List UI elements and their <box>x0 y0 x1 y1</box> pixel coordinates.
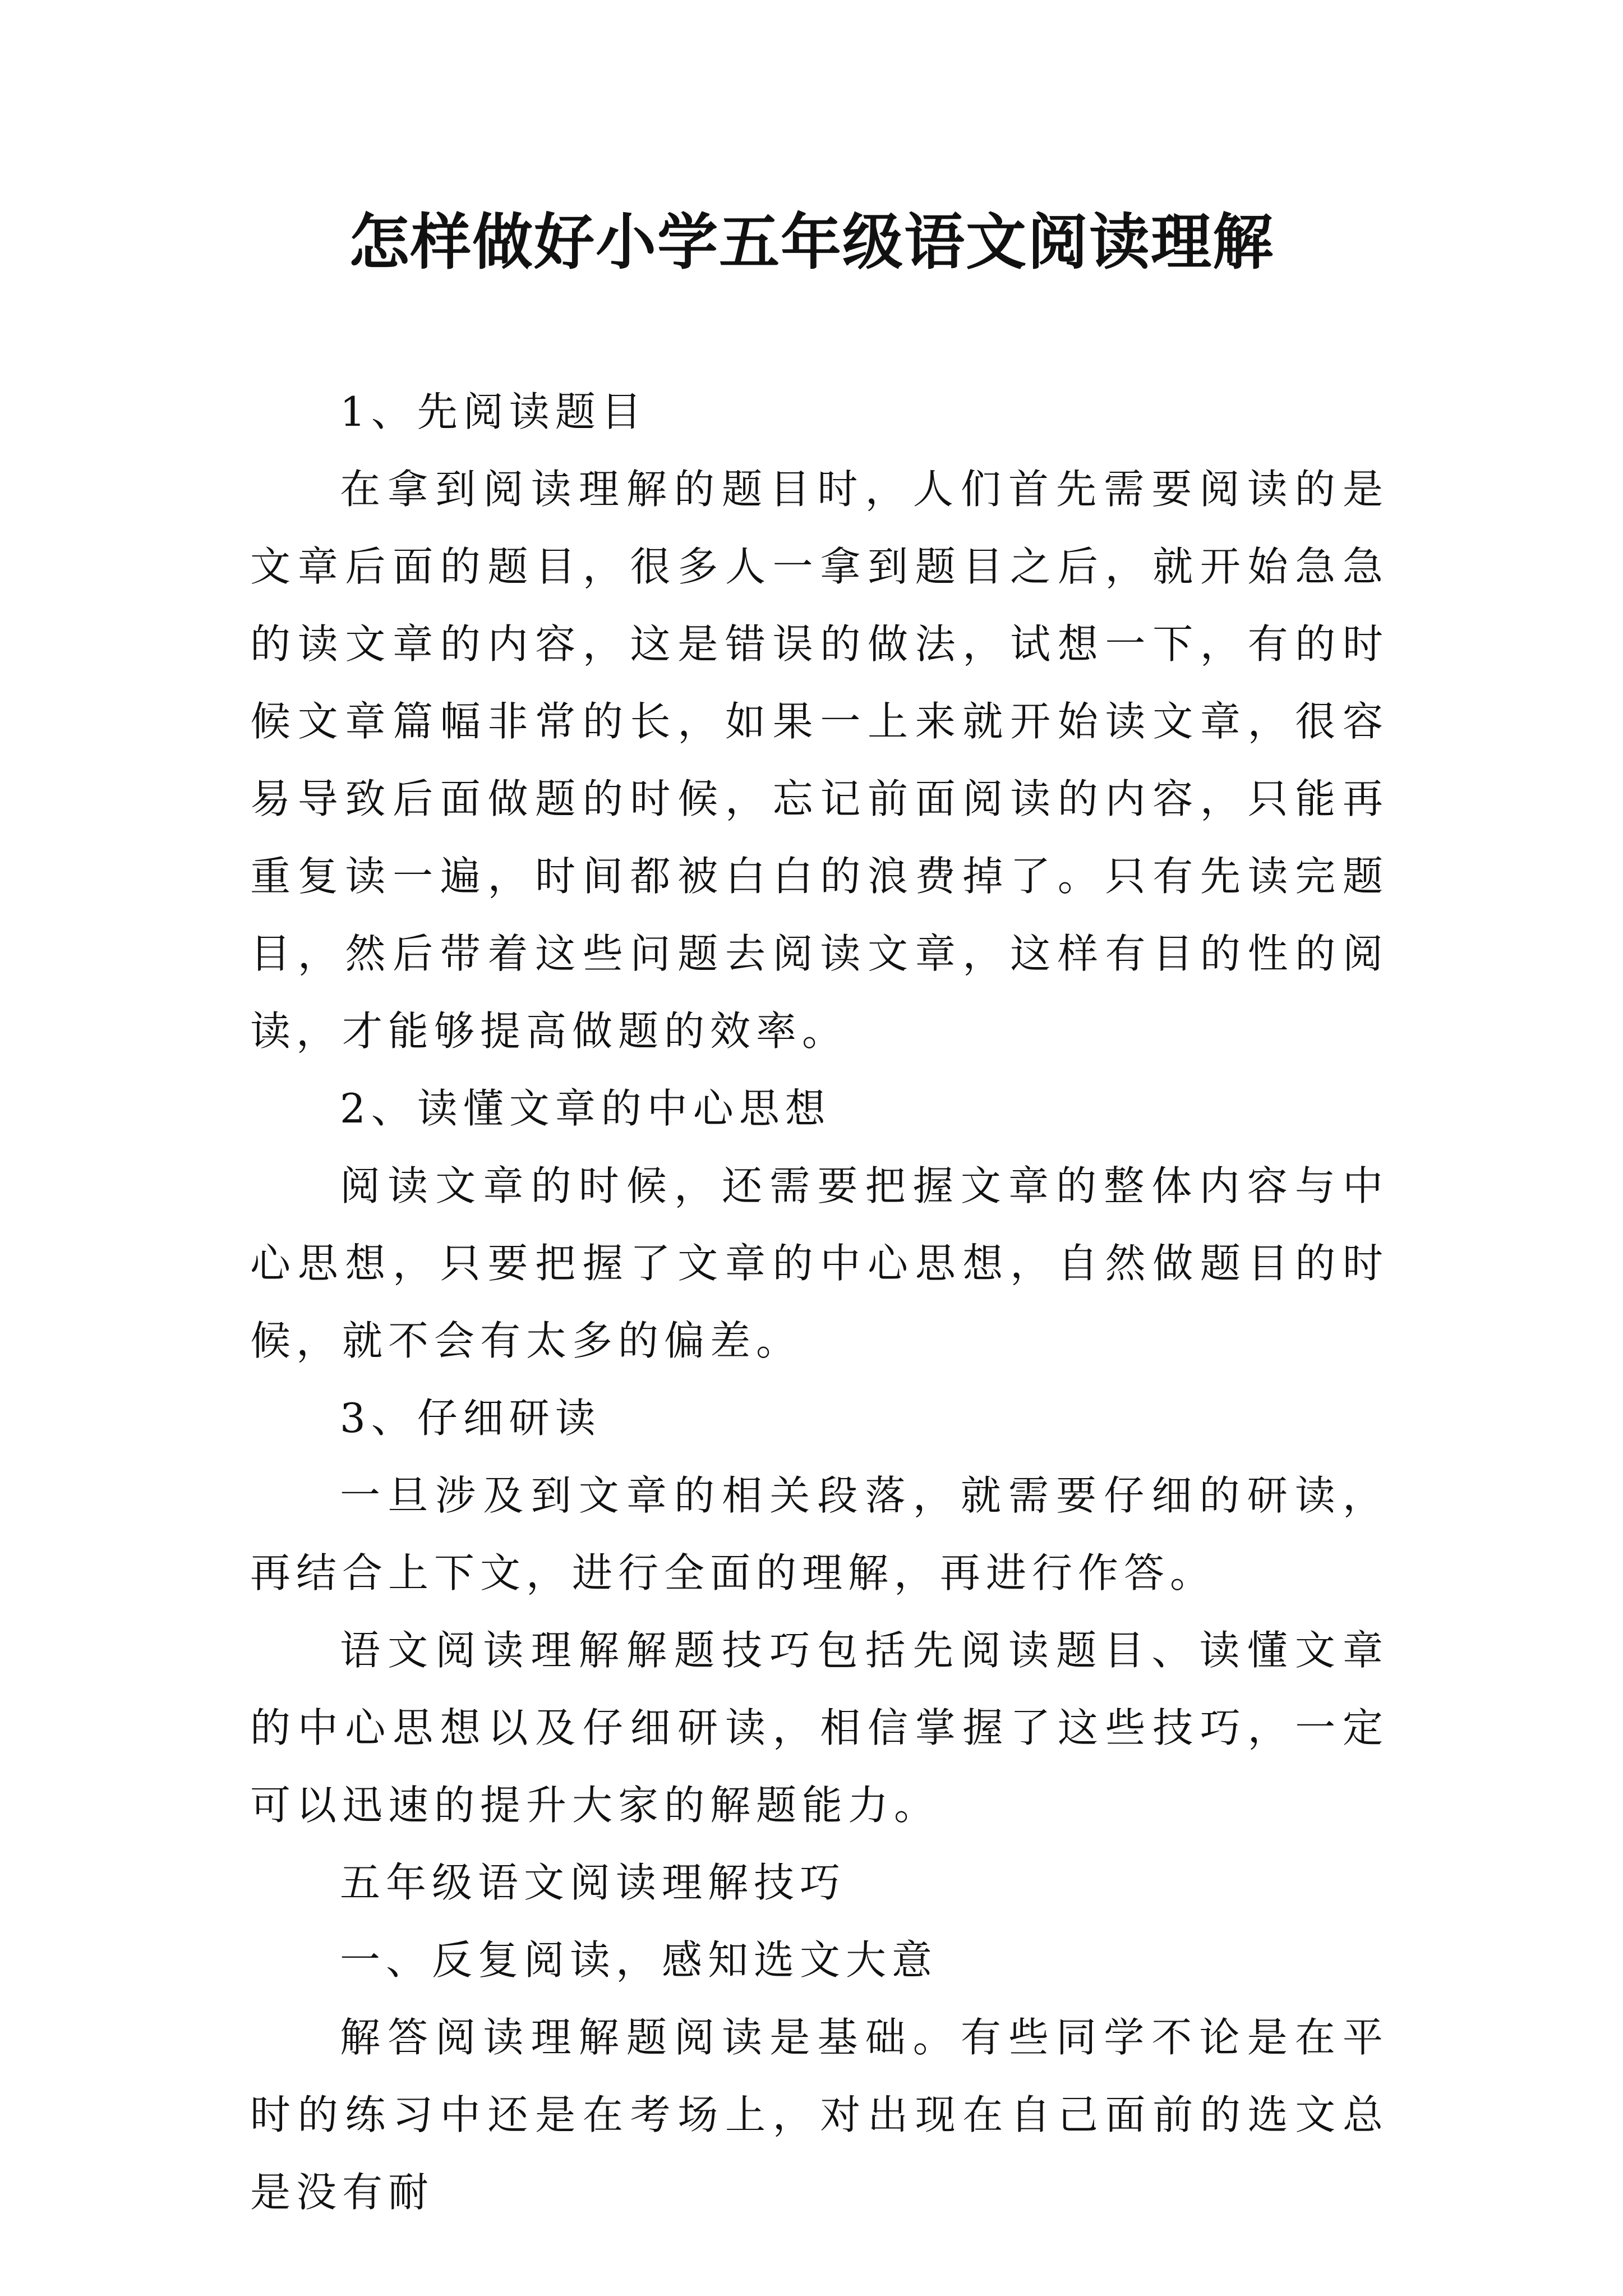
paragraph-central-idea: 阅读文章的时候，还需要把握文章的整体内容与中心思想，只要把握了文章的中心思想，自然做题目的时候，就不会有太多的偏差。 <box>250 1162 1389 1364</box>
section-heading-repeat-reading: 一、反复阅读，感知选文大意 <box>340 1936 938 1984</box>
section-heading-1: 1、先阅读题目 <box>340 388 647 435</box>
paragraph-summary: 语文阅读理解解题技巧包括先阅读题目、读懂文章的中心思想以及仔细研读，相信掌握了这些技巧，一定可以迅速的提升大家的解题能力。 <box>250 1627 1389 1829</box>
paragraph-reading-basis: 解答阅读理解题阅读是基础。有些同学不论是在平时的练习中还是在考场上，对出现在自己面前的选文总是没有耐 <box>250 2014 1389 2216</box>
document-body <box>250 373 1389 2231</box>
section-heading-3: 3、仔细研读 <box>340 1395 601 1442</box>
section-heading-2: 2、读懂文章的中心思想 <box>340 1085 831 1132</box>
paragraph-careful-reading: 一旦涉及到文章的相关段落，就需要仔细的研读，再结合上下文，进行全面的理解，再进行作答。 <box>250 1472 1389 1596</box>
paragraph-read-questions-first: 在拿到阅读理解的题目时，人们首先需要阅读的是文章后面的题目，很多人一拿到题目之后，就开始急急的读文章的内容，这是错误的做法，试想一下，有的时候文章篇幅非常的长，如果一上来就开始读文章，很容易导致后面做题的时候，忘记前面阅读的内容，只能再重复读一遍，时间都被白白的浪费掉了。只有先读完题目，然后带着这些问题去阅读文章，这样有目的性的阅读，才能够提高做题的效率。 <box>250 466 1389 1055</box>
document-title: 怎样做好小学五年级语文阅读理解 <box>348 207 1274 278</box>
subheading-grade-five-tips: 五年级语文阅读理解技巧 <box>340 1859 846 1906</box>
